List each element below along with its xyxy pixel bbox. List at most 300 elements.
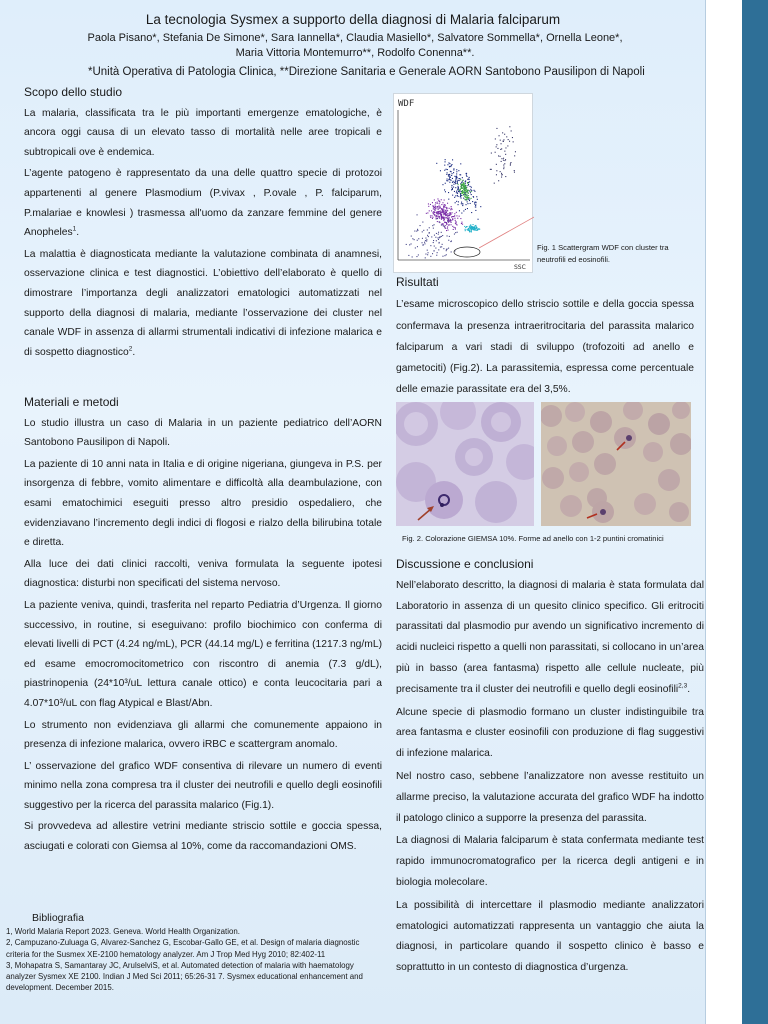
scatter-point (451, 180, 452, 181)
scatter-point (455, 227, 456, 228)
scatter-point (468, 228, 469, 229)
scatter-point (464, 199, 465, 200)
scatter-point (443, 248, 444, 249)
scatter-point (446, 207, 447, 208)
paragraph-text: Nell’elaborato descritto, la diagnosi di malaria è stata formulata dal Laboratorio in assenza di un quesito clinico specifico. Gli eritrociti parassitati dal plasmodio pur avendo un significativo incremento di acidi nucleici rispetto a quelli non parassitati, si collocano in un’area più in basso (area fantasma) rispetto alle cellule nucleate, più precisamente tra il cluster dei neutrofili e quello degli eosinofili (396, 579, 704, 695)
scatter-point (454, 215, 455, 216)
scatter-point (510, 162, 511, 163)
scatter-point (449, 217, 450, 218)
scatter-point (468, 195, 469, 196)
scatter-point (427, 229, 428, 230)
citation-ref: 1 (72, 225, 77, 233)
scatter-point (418, 238, 419, 239)
scatter-point (432, 217, 433, 218)
scatter-point (464, 187, 465, 188)
scatter-point (437, 237, 438, 238)
section-heading-materiali: Materiali e metodi (24, 395, 119, 409)
scatter-point (454, 191, 455, 192)
scatter-point (448, 162, 449, 163)
scatter-point (466, 192, 467, 193)
scatter-point (471, 191, 472, 192)
paragraph: Lo strumento non evidenziava gli allarmi che comunemente appaiono in presenza di infezione malarica, ovvero iRBC e scattergram anomalo. (24, 719, 382, 751)
reference: 1, World Malaria Report 2023. Geneva. World Health Organization. (6, 927, 240, 937)
scatter-point (429, 233, 430, 234)
scatter-point (437, 218, 438, 219)
scatter-point (423, 230, 424, 231)
scatter-point (422, 231, 423, 232)
scatter-point (469, 226, 470, 227)
scatter-point (437, 211, 438, 212)
section-heading-risultati: Risultati (396, 275, 439, 289)
scatter-point (447, 217, 448, 218)
scatter-point (460, 163, 461, 164)
scatter-point (441, 232, 442, 233)
paragraph-text: L’agente patogeno è rappresentato da una delle quattro specie di protozoi appartenenti al genere Plasmodium (P.vivax , P.ovale , P. falciparum, P.malariae e knowlesi ) trasmessa all'uomo da zanzare femmine del genere Anopheles (24, 168, 382, 239)
scatter-point (458, 196, 459, 197)
scatter-point (455, 179, 456, 180)
scatter-point (453, 229, 454, 230)
scatter-point (500, 156, 501, 157)
scatter-point (448, 222, 449, 223)
scatter-point (414, 231, 415, 232)
figure-2-caption: Fig. 2. Colorazione GIEMSA 10%. Forme ad anello con 1-2 puntini cromatinici (402, 534, 664, 543)
scatter-point (456, 176, 457, 177)
scatter-point (453, 172, 454, 173)
cluster-highlight (454, 247, 480, 257)
scatter-point (459, 178, 460, 179)
scatter-point (466, 195, 467, 196)
scatter-point (456, 173, 457, 174)
scatter-point (451, 206, 452, 207)
scatter-point (496, 144, 497, 145)
scatter-point (430, 245, 431, 246)
scatter-point (467, 191, 468, 192)
scatter-point (456, 191, 457, 192)
scatter-point (504, 134, 505, 135)
scatter-point (476, 196, 477, 197)
scatter-point (454, 218, 455, 219)
scatter-point (447, 210, 448, 211)
scatter-point (496, 174, 497, 175)
scatter-point (469, 181, 470, 182)
scatter-point (443, 217, 444, 218)
scatter-point (443, 213, 444, 214)
scatter-point (446, 254, 447, 255)
scatter-point (462, 195, 463, 196)
scatter-point (450, 221, 451, 222)
scatter-point (438, 216, 439, 217)
scatter-point (445, 183, 446, 184)
scatter-point (476, 228, 477, 229)
paragraph: Nell’elaborato descritto, la diagnosi di malaria è stata formulata dal Laboratorio in assenza di un quesito clinico specifico. Gli eritrociti parassitati dal plasmodio pur avendo un significativo incremento di acidi nucleici rispetto a quelli non parassitati, si collocano in un’area più in basso (area fantasma) rispetto alle cellule nucleate, più precisamente tra il cluster dei neutrofili e quello degli eosinofili$^{2,3}$. (396, 579, 704, 695)
scatter-point (471, 212, 472, 213)
scatter-point (474, 203, 475, 204)
scatter-point (460, 189, 461, 190)
scatter-point (464, 186, 465, 187)
scatter-point (475, 229, 476, 230)
scatter-point (442, 244, 443, 245)
scatter-point (449, 236, 450, 237)
scatter-point (447, 172, 448, 173)
micrograph-thick-smear (541, 402, 691, 526)
scatter-point (463, 189, 464, 190)
scatter-point (436, 240, 437, 241)
scatter-point (412, 256, 413, 257)
scatter-point (411, 236, 412, 237)
scatter-point (513, 141, 514, 142)
scatter-point (450, 212, 451, 213)
scatter-point (503, 158, 504, 159)
scatter-point (466, 199, 467, 200)
scatter-point (469, 190, 470, 191)
scatter-point (446, 214, 447, 215)
scatter-point (467, 230, 468, 231)
scatter-point (452, 195, 453, 196)
scatter-point (446, 250, 447, 251)
scatter-point (454, 176, 455, 177)
scatter-point (465, 183, 466, 184)
scatter-point (455, 195, 456, 196)
scatter-point (448, 218, 449, 219)
scatter-point (417, 229, 418, 230)
scatter-point (420, 225, 421, 226)
scatter-point (430, 204, 431, 205)
section-heading-scopo: Scopo dello studio (24, 85, 123, 99)
paragraph-text: La malattia è diagnosticata mediante la valutazione combinata di anamnesi, osservazione clinica e test diagnostici. L’obiettivo dell’elaborato è quello di dimostrare l’importanza degli analizzatori ematologici automatizzati nel supporto della diagnosi di malaria, mediante l’osservazione dei cluster nel canale WDF in assenza di allarmi strumentali indicativi di infezione malarica e di sospetto diagnostico (24, 248, 382, 358)
scatter-point (515, 151, 516, 152)
section-risultati (396, 272, 694, 403)
scatter-point (459, 191, 460, 192)
paragraph: Lo studio illustra un caso di Malaria in un paziente pediatrico dell’AORN Santobono Pausilipon di Napoli. (24, 417, 382, 449)
wdf-scattergram (393, 93, 533, 273)
scatter-point (431, 215, 432, 216)
scatter-point (509, 141, 510, 142)
scatter-point (443, 220, 444, 221)
scatter-point (417, 214, 418, 215)
scatter-point (439, 221, 440, 222)
scatter-point (501, 161, 502, 162)
scatter-point (467, 185, 468, 186)
scatter-point (440, 170, 441, 171)
scatter-point (514, 155, 515, 156)
scatter-point (455, 180, 456, 181)
scatter-point (422, 222, 423, 223)
scatter-point (432, 218, 433, 219)
scatter-point (458, 170, 459, 171)
scatter-point (444, 170, 445, 171)
scatter-point (426, 241, 427, 242)
scatter-point (470, 186, 471, 187)
scatter-point (503, 168, 504, 169)
scatter-point (434, 199, 435, 200)
scatter-point (474, 190, 475, 191)
scatter-point (457, 193, 458, 194)
scatter-point (460, 194, 461, 195)
citation-ref: 2 (128, 345, 133, 353)
scatter-point (461, 182, 462, 183)
scatter-point (465, 190, 466, 191)
scatter-point (433, 240, 434, 241)
scatter-point (422, 245, 423, 246)
scatter-point (462, 192, 463, 193)
scatter-point (427, 212, 428, 213)
scatter-point (447, 221, 448, 222)
scatter-point (447, 215, 448, 216)
scatter-point (455, 220, 456, 221)
scatter-point (433, 228, 434, 229)
scatter-point (406, 244, 407, 245)
scatter-point (470, 192, 471, 193)
scatter-point (434, 209, 435, 210)
scatter-point (430, 256, 431, 257)
scatter-point (501, 148, 502, 149)
scatter-point (422, 238, 423, 239)
paragraph: La diagnosi di Malaria falciparum è stata confermata mediante test rapido immunocromatografico per la ricerca degli antigeni e in biologia molecolare. (396, 835, 704, 888)
scatter-point (461, 198, 462, 199)
scatter-point (467, 199, 468, 200)
scatter-point (469, 177, 470, 178)
scatter-point (439, 203, 440, 204)
scatter-point (468, 193, 469, 194)
scatter-point (435, 208, 436, 209)
scatter-point (468, 199, 469, 200)
section-heading-bibliografia: Bibliografia (32, 912, 84, 924)
scatter-point (448, 192, 449, 193)
scatter-point (459, 216, 460, 217)
paragraph: La malattia è diagnosticata mediante la valutazione combinata di anamnesi, osservazione clinica e test diagnostici. L’obiettivo dell’elaborato è quello di dimostrare l’importanza degli analizzatori ematologici automatizzati nel supporto della diagnosi di malaria, mediante l’osservazione dei cluster nel canale WDF in assenza di allarmi strumentali indicativi di infezione malarica e di sospetto diagnostico$^2$. (24, 248, 382, 358)
scatter-point (475, 210, 476, 211)
scatter-point (434, 215, 435, 216)
scatter-point (463, 182, 464, 183)
micrograph-thin-smear (396, 402, 534, 526)
scatter-point (456, 201, 457, 202)
scatter-point (453, 187, 454, 188)
scatter-point (438, 234, 439, 235)
scatter-point (409, 244, 410, 245)
scatter-point (511, 130, 512, 131)
scatter-point (408, 255, 409, 256)
scatter-point (443, 212, 444, 213)
scatter-point (461, 193, 462, 194)
scatter-point (497, 148, 498, 149)
scatter-point (458, 186, 459, 187)
section-materiali (24, 393, 382, 859)
scatter-point (424, 243, 425, 244)
scatter-point (458, 191, 459, 192)
scatter-point (470, 203, 471, 204)
scatter-point (449, 163, 450, 164)
scatter-point (427, 235, 428, 236)
scatter-point (467, 183, 468, 184)
scatter-point (475, 206, 476, 207)
figure-1-caption: Fig. 1 Scattergram WDF con cluster tra neutrofili ed eosinofili. (537, 243, 669, 264)
scatter-point (453, 184, 454, 185)
scatter-point (480, 206, 481, 207)
scatter-point (478, 219, 479, 220)
paragraph: Alla luce dei dati clinici raccolti, veniva formulata la seguente ipotesi diagnostica: disturbi non specificati del sistema nervoso. (24, 558, 382, 590)
scatter-point (464, 190, 465, 191)
scatter-point (474, 191, 475, 192)
scatter-point (472, 228, 473, 229)
scatter-point (438, 200, 439, 201)
scatter-point (478, 228, 479, 229)
scatter-point (447, 203, 448, 204)
scatter-point (447, 235, 448, 236)
scatter-point (452, 182, 453, 183)
scatter-point (451, 224, 452, 225)
scatter-point (470, 189, 471, 190)
scatter-point (434, 235, 435, 236)
paragraph: Si provvedeva ad allestire vetrini mediante striscio sottile e goccia spessa, asciugati e colorati con Giemsa al 10%, come da raccomandazioni OMS. (24, 821, 382, 853)
scatter-point (502, 132, 503, 133)
scatter-point (450, 213, 451, 214)
scatter-point (444, 205, 445, 206)
scatter-point (450, 177, 451, 178)
side-stripe (742, 0, 768, 1024)
scatter-point (448, 225, 449, 226)
scatter-point (459, 180, 460, 181)
scatter-point (456, 171, 457, 172)
scatter-point (455, 221, 456, 222)
section-heading-discussione: Discussione e conclusioni (396, 557, 534, 571)
scatter-point (434, 212, 435, 213)
scatter-point (506, 136, 507, 137)
scatter-point (451, 217, 452, 218)
scatter-point (514, 170, 515, 171)
scatter-point (465, 187, 466, 188)
scatter-point (435, 210, 436, 211)
scatter-point (426, 213, 427, 214)
scatter-point (422, 242, 423, 243)
scatter-point (439, 218, 440, 219)
scatter-point (444, 165, 445, 166)
scatter-point (429, 227, 430, 228)
scatter-point (465, 209, 466, 210)
scatter-point (444, 206, 445, 207)
scatter-point (505, 154, 506, 155)
scatter-point (462, 203, 463, 204)
scatter-point (458, 189, 459, 190)
scatter-point (417, 240, 418, 241)
scatter-point (434, 207, 435, 208)
scatter-point (435, 202, 436, 203)
scatter-point (501, 173, 502, 174)
scatter-point (449, 215, 450, 216)
scatter-point (453, 181, 454, 182)
scatter-point (440, 214, 441, 215)
scatter-point (466, 204, 467, 205)
scatter-point (462, 224, 463, 225)
scatter-point (458, 187, 459, 188)
scatter-point (451, 165, 452, 166)
scatter-point (433, 214, 434, 215)
scatter-point (443, 218, 444, 219)
scatter-point (452, 226, 453, 227)
scatter-point (451, 175, 452, 176)
scatter-point (447, 179, 448, 180)
scatter-point (444, 255, 445, 256)
scatter-point (470, 224, 471, 225)
scatter-point (446, 169, 447, 170)
scatter-point (504, 163, 505, 164)
scatter-point (456, 215, 457, 216)
scatter-point (469, 230, 470, 231)
scatter-point (498, 155, 499, 156)
scatter-point (471, 194, 472, 195)
scatter-point (437, 203, 438, 204)
scatter-point (467, 201, 468, 202)
scatter-point (466, 175, 467, 176)
scatter-point (467, 179, 468, 180)
scatter-point (449, 208, 450, 209)
scatter-point (457, 181, 458, 182)
scatter-point (442, 218, 443, 219)
scatter-point (465, 180, 466, 181)
scatter-point (462, 188, 463, 189)
scatter-point (505, 176, 506, 177)
scatter-point (439, 243, 440, 244)
scatter-point (441, 216, 442, 217)
authors-line-2: Maria Vittoria Montemurro**, Rodolfo Conenna**. (235, 47, 475, 59)
scattergram-axis-label: SSC (514, 264, 526, 271)
scatter-point (462, 190, 463, 191)
scatter-point (437, 206, 438, 207)
scatter-point (441, 219, 442, 220)
scatter-point (476, 202, 477, 203)
citation-ref: 2,3 (678, 682, 688, 690)
scatter-point (444, 189, 445, 190)
scatter-point (443, 209, 444, 210)
scatter-point (439, 213, 440, 214)
scatter-point (438, 232, 439, 233)
scatter-point (456, 177, 457, 178)
scatter-point (505, 159, 506, 160)
scatter-point (466, 176, 467, 177)
scatter-point (434, 224, 435, 225)
scatter-point (414, 239, 415, 240)
scatter-point (432, 253, 433, 254)
scatter-point (460, 178, 461, 179)
scatter-point (446, 222, 447, 223)
scatter-point (440, 247, 441, 248)
scatter-point (453, 216, 454, 217)
paragraph: L’agente patogeno è rappresentato da una delle quattro specie di protozoi appartenenti al genere Plasmodium (P.vivax , P.ovale , P. falciparum, P.malariae e knowlesi ) trasmessa all'uomo da zanzare femmine del genere Anopheles$^1$. (24, 168, 382, 239)
scatter-point (444, 222, 445, 223)
scatter-point (441, 208, 442, 209)
scatter-point (449, 174, 450, 175)
scatter-point (447, 164, 448, 165)
scatter-point (448, 179, 449, 180)
scatter-point (442, 256, 443, 257)
scattergram-label: WDF (398, 99, 415, 109)
scatter-point (432, 202, 433, 203)
scatter-point (412, 238, 413, 239)
scatter-point (434, 246, 435, 247)
scatter-point (503, 165, 504, 166)
scatter-point (509, 126, 510, 127)
scatter-point (445, 159, 446, 160)
scatter-point (437, 215, 438, 216)
scatter-point (429, 210, 430, 211)
scatter-point (462, 205, 463, 206)
scatter-point (454, 197, 455, 198)
scatter-point (446, 215, 447, 216)
scatter-point (460, 188, 461, 189)
scatter-point (464, 184, 465, 185)
scatter-point (461, 202, 462, 203)
scatter-point (505, 147, 506, 148)
scatter-point (460, 174, 461, 175)
